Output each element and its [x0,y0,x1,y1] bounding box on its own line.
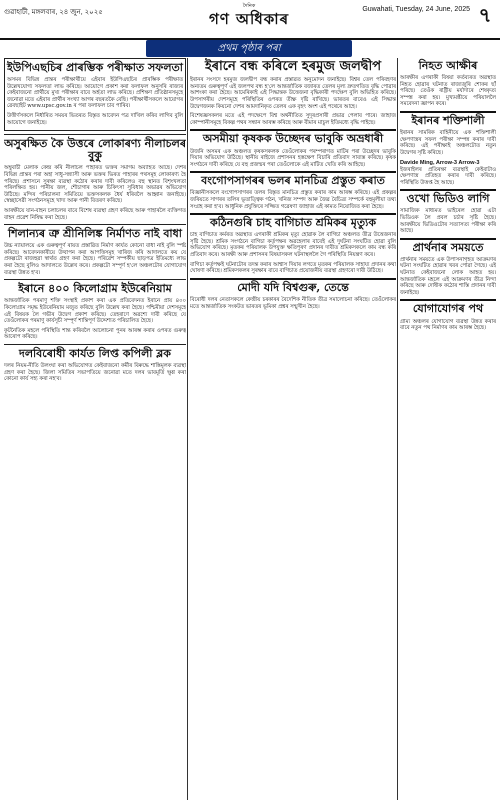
headline-bay-of-bengal: বংগোপসাগৰৰ ভলৰ মানচিত্ৰ প্ৰস্তুত কৰাত [201,174,385,188]
headline-vishwaguru: মোদী যদি বিশ্বগুৰু, তেন্তে [237,280,349,294]
article-body: দলৰ নিয়ম-নীতি উলংঘা কৰা অভিযোগত কেইবাজনো কৰ্মীৰ বিৰুদ্ধে শাস্তিমূলক ব্যৱস্থা গ্ৰহণ কৰা হৈছে। জিলা সমিতিৰ সভাপতিয়ে জনোৱা মতে দলৰ ভাবমূৰ্তি ক্ষুণ্ণ কৰা কোনো কাৰ্য সহ্য কৰা নহ'ব। [4,363,186,383]
page-number: ৭ [478,3,492,27]
article-body: আৰক্ষীয়ে যান-বাহন চলাচলৰ বাবে বিশেষ ব্যৱস্থা গ্ৰহণ কৰিছে আৰু পাহাৰলৈ ব্যক্তিগত বাহন প্ৰৱেশ নিষিদ্ধ কৰা হৈছে। [4,208,186,221]
article-body: ইৰানৰ সামৰিক বাহিনীয়ে এক শক্তিশালী ক্ষেপণাস্ত্ৰৰ সফল পৰীক্ষা সম্পন্ন কৰাৰ দাবী কৰিছে। এই পৰীক্ষাই অঞ্চলটোত নতুন উদ্বেগৰ সৃষ্টি কৰিছে। [400,130,496,156]
article-body: বাগিচা কৰ্তৃপক্ষই ঘটনাটোৰ তদন্ত কৰাৰ আশ্বাস দিয়াৰ লগতে মৃতকৰ পৰিয়ালক সাহায্য প্ৰদানৰ কথা ঘোষণা কৰিছে। শ্ৰমিকসকলৰ সুৰক্ষাৰ বাবে বাগিচাত প্ৰয়োজনীয় ব্যৱস্থা গ্ৰহণৰো দাবী উঠিছে। [190,261,396,275]
column-middle [190,58,396,800]
headline-road: যোগাযোগৰ পথ [412,302,484,316]
headline-nilachal: অসুৰক্ষিত কৈ উত্তৰে লোকাৰণ্য নীলাচলৰ বুকু [4,137,186,163]
headline-hormuz: ইৰানে বন্ধ কৰিলে হৰমুজ জলদ্বীপ [204,59,382,74]
article-construction [4,228,186,276]
headline-video: ওখো ভিডিও লাগি [406,192,490,206]
article-body: চাহ বাগিচাত কৰ্মৰত অৱস্থাত এগৰাকী শ্ৰমিকৰ মৃত্যু হোৱাক লৈ বাগিচা অঞ্চলত তীব্ৰ উত্তেজনাৰ সৃষ্টি হৈছে। শ্ৰমিক সংগঠনে বাগিচা কৰ্তৃপক্ষৰ অৱহেলাৰ বাবেই এই দুৰ্ঘটনা সংঘটিত হোৱা বুলি অভিযোগ কৰিছে। মৃতকৰ পৰিয়ালক উপযুক্ত ক্ষতিপূৰণ প্ৰদানৰ দাবীত শ্ৰমিকসকলে কাম বন্ধ কৰি প্ৰতিবাদ কৰে। আৰক্ষী আৰু প্ৰশাসনৰ বিষয়াসকল ঘটনাস্থললৈ গৈ পৰিস্থিতি নিয়ন্ত্ৰণ কৰে। [190,232,396,259]
logo-subtitle: দৈনিক [242,3,256,9]
article-body: উচ্চ ন্যায়ালয়ে এক গুৰুত্বপূৰ্ণ ৰায়ত প্ৰস্তাৱিত নিৰ্মাণ কাৰ্যত কোনো বাধা নাই বুলি স্পষ্ট কৰিছে। আবেদনকাৰীয়ে উত্থাপন কৰা আপত্তিসমূহ খাৰিজ কৰি আদালতে কয় যে প্ৰকল্পটো ৰাজহুৱা স্বাৰ্থত গ্ৰহণ কৰা হৈছে। পৰিৱেশ সম্পৰ্কীয় ছাড়পত্ৰ ইতিমধ্যে লাভ কৰা হৈছে বুলিও আদালতে উল্লেখ কৰে। প্ৰকল্পটো সম্পূৰ্ণ হ'লে অঞ্চলটোৰ যোগাযোগ ব্যৱস্থা উন্নত হ'ব। [4,243,186,276]
article-bay-of-bengal [190,175,396,210]
headline-police: নিহত আক্ষীৰ [418,59,478,72]
article-body: বিৰোধী দলৰ নেতাসকলে কেন্দ্ৰীয় চৰকাৰৰ বৈদেশিক নীতিক তীব্ৰ সমালোচনা কৰিছে। তেওঁলোকৰ মতে আন্তৰ্জাতিক সংকটত ভাৰতৰ ভূমিকা প্ৰশ্নৰ সন্মুখীন হৈছে। [190,296,396,310]
headline-upsc: ইউপিএছচিৰ প্ৰাৰম্ভিক পৰীক্ষাত সফলতা [7,61,183,74]
newspaper-logo [186,3,312,28]
article-body: ইজৰাইলৰ প্ৰতিৰক্ষা ব্যৱস্থাই কেইবাটাও ক্ষেপণাস্ত্ৰ প্ৰতিহত কৰাৰ দাবী কৰিছে। পৰিস্থিতি উত্তপ্ত হৈ আছে। [400,166,496,186]
article-body: উত্তীৰ্ণসকলে নিৰ্ধাৰিত সময়ৰ ভিতৰত বিস্তৃত আবেদন পত্ৰ দাখিল কৰিব লাগিব বুলি আয়োগে জনাইছে। [7,113,183,126]
section-banner: প্ৰথম পৃষ্ঠাৰ পৰা [146,40,352,57]
article-body: আৰক্ষীৰ এগৰাকী বিষয়া কৰ্তব্যৰত অৱস্থাত নিহত হোৱাৰ ঘটনাত ৰাজ্যজুৰি শোকৰ ছাঁ পৰিছে। তেওঁক ৰাষ্ট্ৰীয় মৰ্যাদাৰে শেষকৃত্য সম্পন্ন কৰা হয়। মুখ্যমন্ত্ৰীয়ে পৰিয়াললৈ সমবেদনা জ্ঞাপন কৰে। [400,75,496,108]
headline-uranium: ইৰানে ৪০০ কিলোগ্ৰাম ইউৰেনিয়াম [18,282,172,296]
article-video [400,193,496,234]
article-vishwaguru [190,282,396,310]
article-upsc [4,58,186,131]
article-body: অম্বুবাচী মেলাক কেন্দ্ৰ কৰি নীলাচল পাহাৰত ভক্তৰ সমাগম অব্যাহত আছে। দেশৰ বিভিন্ন প্ৰান্তৰ পৰা অহা সাধু-সন্ন্যাসী আৰু ভক্তৰ ভিৰত পাহাৰৰ পথসমূহ লোকাৰণ্য হৈ পৰিছে। প্ৰশাসনে সুৰক্ষা ব্যৱস্থা কঠোৰ কৰাৰ দাবী কৰিলেও বহু স্থানত বিশৃংখলতা পৰিলক্ষিত হয়। পানীয় জল, শৌচাগাৰ আৰু চিকিৎসা সুবিধাৰ অভাৱৰ অভিযোগ উঠিছে। মন্দিৰ পৰিচালনা সমিতিয়ে ভক্তসকলক ধৈৰ্য ধৰিবলৈ আহ্বান জনাইছে। স্বেচ্ছাসেৱী সংগঠনসমূহে খাদ্য আৰু পানী বিতৰণ কৰিছে। [4,165,186,205]
column-left [4,58,186,800]
column-divider [187,58,188,800]
article-uranium [4,283,186,341]
column-right [400,58,496,800]
headline-prayer: প্ৰাৰ্থনাৰ সময়তে [412,240,484,254]
article-tea-garden [190,217,396,275]
headline-kopili: দলবিৰোধী কাৰ্যত লিপ্ত কপিলী ব্লক [19,346,171,360]
article-farmers [190,133,396,168]
article-body: সামাজিক মাধ্যমত ভাইৰেল হোৱা এটা ভিডিওক লৈ প্ৰবল চৰ্চাৰ সৃষ্টি হৈছে। আৰক্ষীয়ে ভিডিওটোৰ সত্যাসত্য পৰীক্ষা কৰি আছে। [400,208,496,235]
masthead [0,0,500,40]
article-body: অসমৰ বিভিন্ন প্ৰান্তৰ পৰীক্ষাৰ্থীয়ে এইবাৰ ইউপিএছচিৰ প্ৰাৰম্ভিক পৰীক্ষাত উল্লেখযোগ্য সফলতা লাভ কৰিছে। আয়োগে প্ৰকাশ কৰা ফলাফল অনুসৰি ৰাজ্যৰ কেইবাজনো প্ৰাৰ্থীয়ে মুখ্য পৰীক্ষাৰ বাবে অৰ্হতা লাভ কৰিছে। প্ৰশিক্ষণ প্ৰতিষ্ঠানসমূহে জনোৱা মতে এইবাৰ প্ৰাৰ্থীৰ সংখ্যা আগৰ বছৰতকৈ বেছি। পৰীক্ষাৰ্থীসকলে আয়োগৰ ৱেবছাইট www.upsc.gov.in ৰ পৰা ফলাফল চাব পাৰিব। [7,77,183,110]
article-body: কূটনৈতিক মহলে পৰিস্থিতি শান্ত কৰিবলৈ আলোচনা পুনৰ আৰম্ভ কৰাৰ ওপৰত গুৰুত্ব আৰোপ কৰিছে। [4,327,186,341]
article-kopili [4,348,186,383]
article-body: গ্ৰাম্য অঞ্চলৰ যোগাযোগ ব্যৱস্থা উন্নত কৰাৰ বাবে নতুন পথ নিৰ্মাণৰ কাম আৰম্ভ হৈছে। [400,318,496,332]
headline-construction: শিলান্যৰ ত্ৰু শ্ৰীনিলিঙ্ক নিৰ্মাণত নাই বাধা [8,227,182,241]
article-body: উজনি অসমৰ এক অঞ্চলত কৃষকসকলক তেওঁলোকৰ পৰম্পৰাগত মাটিৰ পৰা উচ্ছেদৰ ভাবুকি দিয়াৰ অভিযোগ উঠিছে। স্থানীয় ৰাইজে প্ৰশাসনৰ হস্তক্ষেপ বিচাৰি প্ৰতিবাদ সাব্যস্ত কৰিছে। কৃষক সংগঠনে দাবী কৰিছে যে বহু প্ৰজন্মৰ পৰা তেওঁলোকে এই মাটিত খেতি কৰি আহিছে। [190,148,396,168]
article-body: বিজ্ঞানীসকলে বংগোপসাগৰৰ তলৰ বিস্তৃত মানচিত্ৰ প্ৰস্তুত কৰাৰ কাম আৰম্ভ কৰিছে। এই প্ৰকল্পৰ জৰিয়তে সাগৰৰ তলিৰ ভূতাত্ত্বিক গঠন, খনিজ সম্পদ আৰু জৈৱ বৈচিত্ৰ্য সম্পৰ্কে বহুমূলীয়া তথ্য সংগ্ৰহ কৰা হ'ব। আধুনিক প্ৰযুক্তিৰে সজ্জিত গৱেষণা জাহাজ এই কামত নিয়োজিত কৰা হৈছে। [190,190,396,210]
article-road [400,303,496,331]
column-divider [397,58,398,800]
masthead-date-english: Guwahati, Tuesday, 24 June, 2025 [362,6,470,13]
article-body: প্ৰাৰ্থনাৰ সময়তে এক উপাসনাগৃহত আক্ৰমণৰ ঘটনা সংঘটিত হোৱাৰ খবৰ পোৱা গৈছে। এই ঘটনাত কেইবাজনো লোক আহত হয়। আন্তৰ্জাতিক মহলে এই আক্ৰমণৰ তীব্ৰ নিন্দা কৰিছে আৰু দোষীক কঠোৰ শাস্তি প্ৰদানৰ দাবী জনাইছে। [400,256,496,296]
article-hormuz [190,60,396,126]
inline-english-text: Davide Ming, Arrow-3 Arrow-3 [400,159,480,166]
article-body: আন্তৰ্জাতিক পৰমাণু শক্তি সংস্থাই প্ৰকাশ কৰা এক প্ৰতিবেদনত ইৰানে প্ৰায় ৪০০ কিলোগ্ৰাম সমৃদ্ধ ইউৰেনিয়াম মজুত কৰিছে বুলি উল্লেখ কৰা হৈছে। পশ্চিমীয়া দেশসমূহে এই বিষয়ক লৈ গভীৰ উদ্বেগ প্ৰকাশ কৰিছে। তেহৰাণে অৱশ্যে দাবী কৰিছে যে তেওঁলোকৰ পৰমাণু কাৰ্যসূচী সম্পূৰ্ণ শান্তিপূৰ্ণ উদ্দেশ্যত পৰিচালিত হৈছে। [4,298,186,325]
masthead-date-assamese: গুৱাহাটী, মঙ্গলবাৰ, ২৪ জুন, ২০২৫ [4,9,103,16]
article-police [400,60,496,108]
headline-iran-power: ইৰানৰ শক্তিশালী [411,114,485,128]
logo-title: গণ অধিকাৰ [208,10,290,28]
article-nilachal [4,138,186,221]
article-body: ইৰানৰ সংসদে হৰমুজ জলদ্বীপ বন্ধ কৰাৰ প্ৰস্তাৱত অনুমোদন জনাইছে। বিশ্বৰ তেল পৰিবহণৰ অন্যতম গুৰুত্বপূৰ্ণ এই জলপথ বন্ধ হ'লে আন্তৰ্জাতিক বজাৰত তেলৰ মূল্য দ্ৰুতগতিত বৃদ্ধি পোৱাৰ আশংকা কৰা হৈছে। আমেৰিকাই এই সিদ্ধান্তক উত্তেজনা বৃদ্ধিকাৰী পদক্ষেপ বুলি অভিহিত কৰিছে। উপসাগৰীয় দেশসমূহে পৰিস্থিতিৰ ওপৰত তীক্ষ্ণ দৃষ্টি ৰাখিছে। ভাৰতৰ বাবেও এই সিদ্ধান্ত উদ্বেগজনক কিয়নো দেশৰ আমদানিকৃত তেলৰ এক বৃহৎ অংশ এই পথেৰে আহে। [190,77,396,110]
article-prayer [400,242,496,297]
article-body: বিশেষজ্ঞসকলৰ মতে এই পদক্ষেপে বিশ্ব অৰ্থনীতিত সুদূৰপ্ৰসাৰী প্ৰভাৱ পেলাব পাৰে। জাহাজ কোম্পানীসমূহে বিকল্প পথৰ সন্ধান আৰম্ভ কৰিছে আৰু বীমাৰ মাচুল ইতিমধ্যে বৃদ্ধি পাইছে। [190,113,396,126]
headline-farmers: অসমীয়া কৃষকক উচ্ছেদৰ ভাবুকি অভ্ৰধাৰী [202,132,384,146]
headline-tea-garden: কঠিনগুৰি চাহ বাগিচাত শ্ৰমিকৰ মৃত্যুক [209,216,377,230]
article-iran-power [400,115,496,186]
